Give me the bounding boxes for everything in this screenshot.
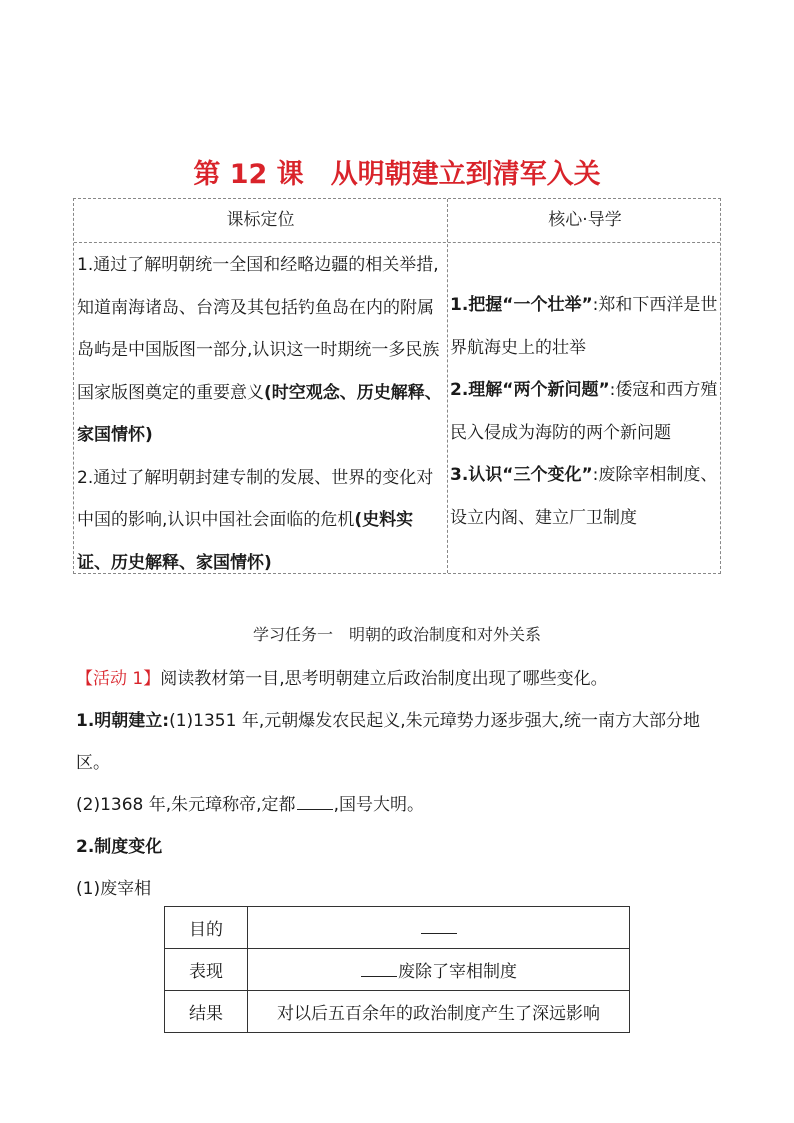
fill-blank-purpose[interactable] [421,916,457,934]
row-value-purpose [248,907,630,949]
task-title: 学习任务一 明朝的政治制度和对外关系 [252,625,541,644]
goal-2-literacy: (史料实证、历史解释、家国情怀) [77,510,414,573]
section-1-p2-after: ,国号大明。 [333,795,424,815]
guide-point-2-text: :倭寇和西方殖民入侵成为海防的两个新问题 [450,380,718,443]
header-curriculum-positioning: 课标定位 [226,210,295,230]
row-key-manifestation: 表现 [165,949,248,991]
section-1-p2-line [76,784,726,826]
lesson-title: 第 12 课 从明朝建立到清军入关 [193,159,601,190]
manifestation-text: 废除了宰相制度 [398,962,517,982]
guide-point-2-heading: 2.理解“两个新问题” [450,380,610,400]
section-1-p1: (1)1351 年,元朝爆发农民起义,朱元璋势力逐步强大,统一南方大部分地区。 [76,711,701,773]
fill-blank-manifestation[interactable] [361,959,397,977]
table-row [165,907,630,949]
activity-text: 阅读教材第一目,思考明朝建立后政治制度出现了哪些变化。 [160,669,608,689]
goal-1-literacy: (时空观念、历史解释、家国情怀) [77,382,442,445]
curriculum-goals [77,244,445,584]
row-key-purpose: 目的 [165,907,248,949]
section-1-p2-before: (2)1368 年,朱元璋称帝,定都 [76,795,296,815]
table-divider-horizontal [74,242,720,243]
table-row [165,991,630,1033]
activity-line [76,658,726,700]
core-guide-points [450,284,722,539]
guide-point-3-text: :废除宰相制度、设立内阁、建立厂卫制度 [450,465,718,528]
fill-blank-capital[interactable] [297,792,333,810]
table-row [165,949,630,991]
row-value-manifestation [248,949,630,991]
section-1-paragraph [76,700,726,784]
guide-table [73,198,721,574]
abolish-chancellor-table [164,906,630,1033]
row-key-result: 结果 [165,991,248,1033]
row-value-result: 对以后五百余年的政治制度产生了深远影响 [248,991,630,1033]
guide-point-1-text: :郑和下西洋是世界航海史上的壮举 [450,295,718,358]
activity-label: 【活动 1】 [76,669,161,689]
table-divider-vertical [447,199,448,573]
section-2-heading: 2.制度变化 [76,837,163,857]
goal-1-text: 1.通过了解明朝统一全国和经略边疆的相关举措,知道南海诸岛、台湾及其包括钓鱼岛在内的附属岛屿是中国版图一部分,认识这一时期统一多民族国家版图奠定的重要意义 [77,255,440,403]
section-1-heading: 1.明朝建立: [76,711,170,731]
header-core-guide: 核心·导学 [548,210,622,230]
goal-2-text: 2.通过了解明朝封建专制的发展、世界的变化对中国的影响,认识中国社会面临的危机 [77,467,434,530]
section-2-sub1: (1)废宰相 [76,879,152,899]
guide-point-1-heading: 1.把握“一个壮举” [450,295,593,315]
guide-point-3-heading: 3.认识“三个变化” [450,465,593,485]
